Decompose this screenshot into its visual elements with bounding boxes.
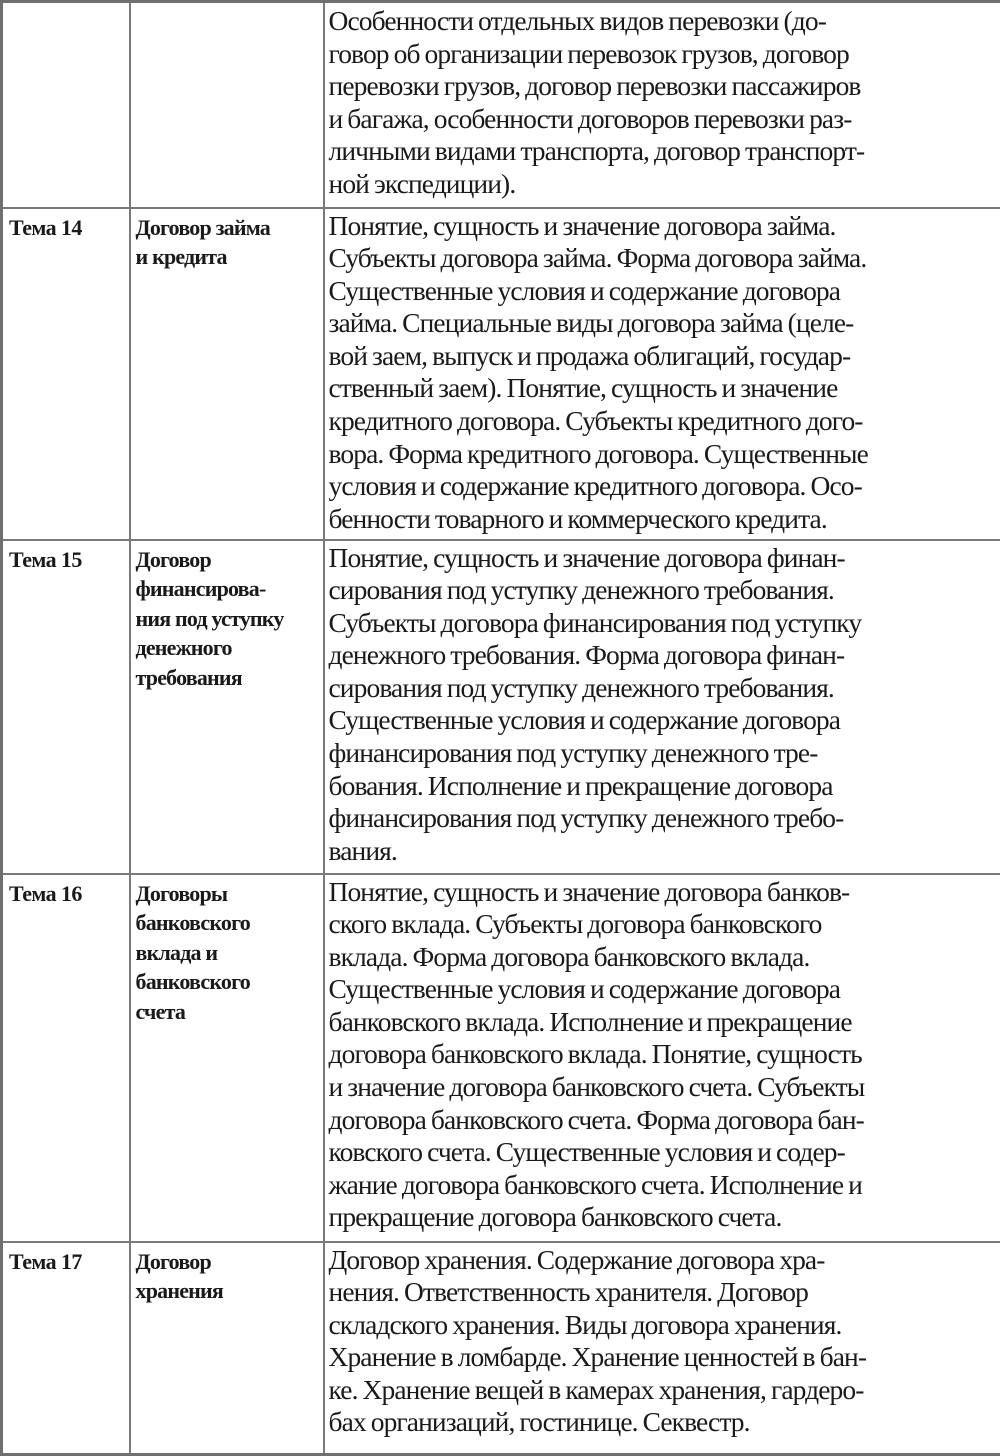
- topic-cell: Тема 16: [2, 874, 130, 1242]
- description-cell: Понятие, сущность и значение договора займа. Субъекты договора займа. Форма договора займа. Существенные условия и содержание договора займа. Специальные виды договора займа (целе- вой заем, выпуск и продажа облигаций, государ- ственный заем). Понятие, сущность и значение кредитного договора. Субъекты кредитного дого- вора. Форма кредитного договора. Существенные условия и содержание кредитного договора. Осо- бенности товарного и коммерческого кредита.: [324, 208, 1000, 540]
- title-cell: [130, 2, 324, 208]
- title-cell: [130, 1242, 324, 1455]
- title-line: счета: [136, 997, 323, 1027]
- title-line: Договоры: [136, 879, 323, 909]
- title-line: финансирова-: [136, 574, 323, 604]
- table-row: [2, 2, 1000, 208]
- title-line: ния под уступку: [136, 604, 323, 634]
- title-line: денежного: [136, 633, 323, 663]
- title-line: Договор: [136, 1247, 323, 1277]
- title-line: банковского: [136, 908, 323, 938]
- title-line: хранения: [136, 1276, 323, 1306]
- title-line: Договор: [136, 545, 323, 575]
- title-line: и кредита: [136, 242, 323, 272]
- topic-cell: Тема 15: [2, 540, 130, 874]
- table-row: [2, 1242, 1000, 1455]
- title-cell: [130, 208, 324, 540]
- table-row: [2, 208, 1000, 540]
- description-cell: Договор хранения. Содержание договора хра- нения. Ответственность хранителя. Договор складского хранения. Виды договора хранения. Хранение в ломбарде. Хранение ценностей в бан- ке. Хранение вещей в камерах хранения, гардеро- бах организаций, гостинице. Секвестр.: [324, 1242, 1000, 1455]
- topic-cell: Тема 17: [2, 1242, 130, 1455]
- title-cell: [130, 540, 324, 874]
- table-row: [2, 540, 1000, 874]
- topic-cell: [2, 2, 130, 208]
- description-cell: Понятие, сущность и значение договора финан- сирования под уступку денежного требования. Субъекты договора финансирования под уступку денежного требования. Форма договора финан- сирования под уступку денежного требования. Существенные условия и содержание договора финансирования под уступку денежного тре- бования. Исполнение и прекращение договора финансирования под уступку денежного требо- вания.: [324, 540, 1000, 874]
- title-line: требования: [136, 663, 323, 693]
- title-line: Договор займа: [136, 213, 323, 243]
- title-cell: [130, 874, 324, 1242]
- description-cell: Особенности отдельных видов перевозки (до- говор об организации перевозок грузов, договор перевозки грузов, договор перевозки пассажиров и багажа, особенности договоров перевозки раз- личными видами транспорта, договор транспорт- ной экспедиции).: [324, 2, 1000, 208]
- title-line: банковского: [136, 967, 323, 997]
- title-line: вклада и: [136, 938, 323, 968]
- description-cell: Понятие, сущность и значение договора банков- ского вклада. Субъекты договора банковского вклада. Форма договора банковского вклада. Существенные условия и содержание договора банковского вклада. Исполнение и прекращение договора банковского вклада. Понятие, сущность и значение договора банковского счета. Субъекты договора банковского счета. Форма договора бан- ковского счета. Существенные условия и содер- жание договора банковского счета. Исполнение и прекращение договора банковского счета.: [324, 874, 1000, 1242]
- topic-cell: Тема 14: [2, 208, 130, 540]
- table-row: [2, 874, 1000, 1242]
